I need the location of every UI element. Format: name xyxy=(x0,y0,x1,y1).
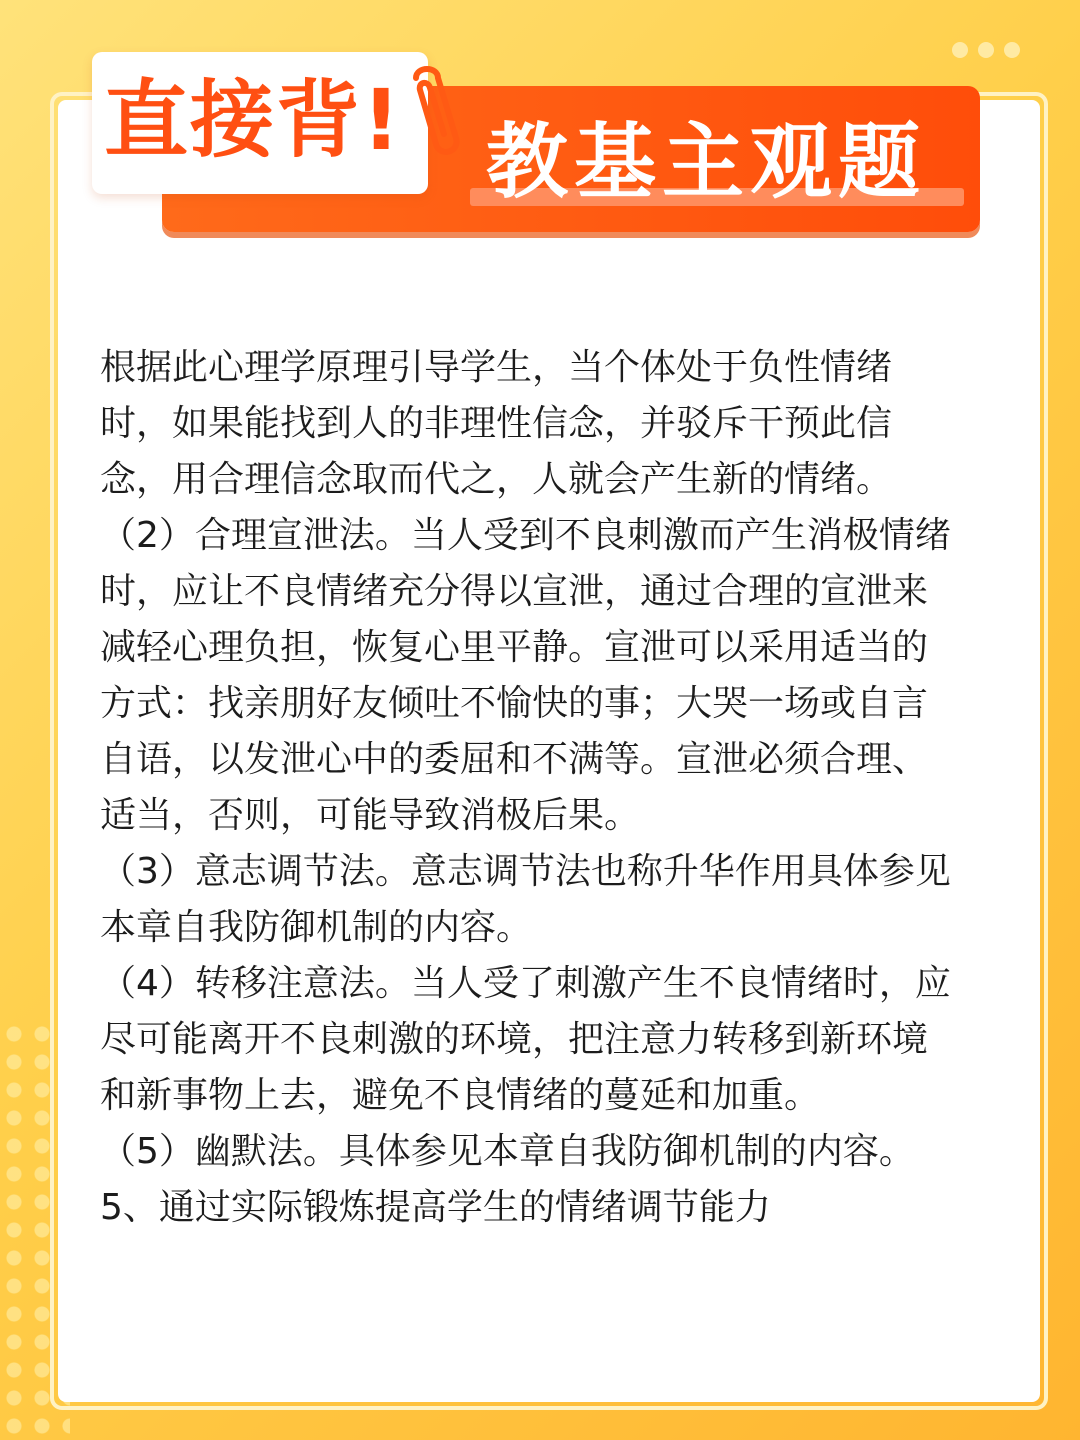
paragraph-line: （3）意志调节法。意志调节法也称升华作用具体参见 xyxy=(100,851,951,892)
paragraph-line: （4）转移注意法。当人受了刺激产生不良情绪时，应 xyxy=(100,963,951,1004)
paragraph-line: 本章自我防御机制的内容。 xyxy=(100,907,533,948)
paragraph-line: 适当，否则，可能导致消极后果。 xyxy=(100,795,641,836)
more-dots-icon xyxy=(952,42,1020,58)
paragraph-line: 根据此心理学原理引导学生，当个体处于负性情绪 xyxy=(100,347,893,388)
page-title: 教基主观题 xyxy=(486,115,927,210)
paragraph-line: 5、通过实际锻炼提高学生的情绪调节能力 xyxy=(100,1187,771,1228)
paragraph-line: （5）幽默法。具体参见本章自我防御机制的内容。 xyxy=(100,1131,915,1172)
paragraph-line: 尽可能离开不良刺激的环境，把注意力转移到新环境 xyxy=(100,1019,929,1060)
paragraph-line: 减轻心理负担，恢复心里平静。宣泄可以采用适当的 xyxy=(100,627,929,668)
paragraph-line: 念，用合理信念取而代之，人就会产生新的情绪。 xyxy=(100,459,893,500)
paragraph-line: （2）合理宣泄法。当人受到不良刺激而产生消极情绪 xyxy=(100,515,951,556)
tag-label: 直接背! xyxy=(104,71,403,169)
paragraph-line: 自语，以发泄心中的委屈和不满等。宣泄必须合理、 xyxy=(100,739,929,780)
paperclip-icon xyxy=(396,60,476,170)
dot xyxy=(1004,42,1020,58)
dot xyxy=(952,42,968,58)
article-body xyxy=(100,340,980,1236)
dot xyxy=(978,42,994,58)
paragraph-line: 方式：找亲朋好友倾吐不愉快的事；大哭一场或自言 xyxy=(100,683,929,724)
paragraph-line: 时，应让不良情绪充分得以宣泄，通过合理的宣泄来 xyxy=(100,571,929,612)
paragraph-line: 时，如果能找到人的非理性信念，并驳斥干预此信 xyxy=(100,403,893,444)
paragraph-line: 和新事物上去，避免不良情绪的蔓延和加重。 xyxy=(100,1075,821,1116)
